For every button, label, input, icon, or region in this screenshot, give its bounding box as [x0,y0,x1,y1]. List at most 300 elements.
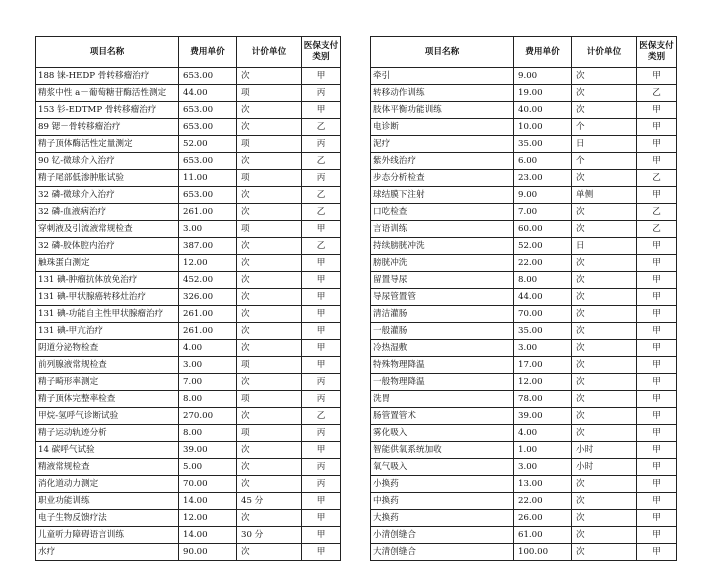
unit-cell: 次 [237,238,302,255]
price-cell: 39.00 [179,442,237,459]
category-cell: 乙 [302,408,341,425]
category-cell: 丙 [302,170,341,187]
price-cell: 78.00 [514,391,572,408]
table-row [371,323,677,340]
item-name-cell: 131 碘-功能自主性甲状腺瘤治疗 [36,306,179,323]
table-row [371,289,677,306]
price-cell: 90.00 [179,544,237,561]
table-row [36,527,341,544]
category-cell: 乙 [637,221,677,238]
item-name-cell: 导尿管置管 [371,289,514,306]
unit-cell: 项 [237,136,302,153]
table-row [36,289,341,306]
item-name-cell: 精子运动轨迹分析 [36,425,179,442]
unit-cell: 次 [237,119,302,136]
table-row [36,374,341,391]
table-row [371,68,677,85]
unit-cell: 次 [237,187,302,204]
table-row [36,255,341,272]
category-cell: 乙 [302,153,341,170]
table-header-row [371,37,677,68]
table-row [36,442,341,459]
price-cell: 9.00 [514,187,572,204]
header-name: 项目名称 [36,37,179,68]
category-cell: 甲 [637,510,677,527]
table-row [36,238,341,255]
table-row [36,102,341,119]
unit-cell: 日 [572,238,637,255]
table-row [36,272,341,289]
category-cell: 甲 [302,323,341,340]
item-name-cell: 大清创缝合 [371,544,514,561]
category-cell: 甲 [302,357,341,374]
unit-cell: 次 [237,68,302,85]
price-cell: 261.00 [179,204,237,221]
unit-cell: 次 [237,340,302,357]
item-name-cell: 球结膜下注射 [371,187,514,204]
table-row [36,306,341,323]
category-cell: 甲 [637,408,677,425]
item-name-cell: 中换药 [371,493,514,510]
price-cell: 4.00 [514,425,572,442]
category-cell: 丙 [302,459,341,476]
unit-cell: 次 [237,459,302,476]
price-cell: 3.00 [514,340,572,357]
unit-cell: 项 [237,221,302,238]
item-name-cell: 精子畸形率测定 [36,374,179,391]
price-cell: 6.00 [514,153,572,170]
category-cell: 甲 [637,323,677,340]
item-name-cell: 触珠蛋白测定 [36,255,179,272]
item-name-cell: 131 碘-甲亢治疗 [36,323,179,340]
table-row [36,510,341,527]
price-cell: 9.00 [514,68,572,85]
item-name-cell: 穿刺液及引流液常规检查 [36,221,179,238]
unit-cell: 次 [572,493,637,510]
category-cell: 甲 [637,153,677,170]
table-row [371,221,677,238]
item-name-cell: 90 钇-微球介入治疗 [36,153,179,170]
category-cell: 甲 [302,510,341,527]
category-cell: 乙 [637,170,677,187]
header-unit: 计价单位 [572,37,637,68]
price-cell: 52.00 [179,136,237,153]
item-name-cell: 甲烷-氢呼气诊断试验 [36,408,179,425]
price-cell: 12.00 [514,374,572,391]
unit-cell: 次 [237,476,302,493]
table-row [36,476,341,493]
category-cell: 甲 [637,187,677,204]
unit-cell: 次 [572,476,637,493]
unit-cell: 次 [572,68,637,85]
item-name-cell: 32 磷-血液病治疗 [36,204,179,221]
category-cell: 甲 [302,289,341,306]
price-cell: 653.00 [179,68,237,85]
price-cell: 70.00 [514,306,572,323]
table-row [36,153,341,170]
category-cell: 甲 [637,68,677,85]
category-cell: 甲 [302,272,341,289]
unit-cell: 单侧 [572,187,637,204]
unit-cell: 次 [237,255,302,272]
price-cell: 3.00 [179,221,237,238]
unit-cell: 次 [572,408,637,425]
table-row [371,493,677,510]
table-header-row [36,37,341,68]
category-cell: 甲 [302,255,341,272]
table-row [36,221,341,238]
unit-cell: 次 [572,170,637,187]
price-cell: 100.00 [514,544,572,561]
unit-cell: 次 [237,272,302,289]
item-name-cell: 步态分析检查 [371,170,514,187]
table-row [36,85,341,102]
item-name-cell: 前列腺液常规检查 [36,357,179,374]
price-cell: 653.00 [179,153,237,170]
category-cell: 甲 [302,442,341,459]
price-cell: 26.00 [514,510,572,527]
table-row [371,544,677,561]
unit-cell: 次 [237,544,302,561]
item-name-cell: 牵引 [371,68,514,85]
item-name-cell: 131 碘-肿瘤抗体放免治疗 [36,272,179,289]
category-cell: 甲 [637,136,677,153]
item-name-cell: 大换药 [371,510,514,527]
price-cell: 12.00 [179,510,237,527]
category-cell: 甲 [302,306,341,323]
category-cell: 甲 [637,459,677,476]
price-cell: 14.00 [179,493,237,510]
price-cell: 7.00 [514,204,572,221]
price-cell: 19.00 [514,85,572,102]
item-name-cell: 153 钐-EDTMP 骨转移瘤治疗 [36,102,179,119]
table-row [36,68,341,85]
category-cell: 甲 [637,119,677,136]
item-name-cell: 口吃检查 [371,204,514,221]
price-cell: 8.00 [179,391,237,408]
item-name-cell: 紫外线治疗 [371,153,514,170]
item-name-cell: 洗胃 [371,391,514,408]
table-row [371,459,677,476]
price-cell: 44.00 [514,289,572,306]
price-cell: 261.00 [179,306,237,323]
price-cell: 261.00 [179,323,237,340]
price-cell: 1.00 [514,442,572,459]
category-cell: 甲 [637,544,677,561]
price-cell: 14.00 [179,527,237,544]
category-cell: 丙 [302,391,341,408]
item-name-cell: 肠管置管术 [371,408,514,425]
item-name-cell: 转移动作训练 [371,85,514,102]
item-name-cell: 小清创缝合 [371,527,514,544]
price-cell: 61.00 [514,527,572,544]
price-cell: 60.00 [514,221,572,238]
category-cell: 丙 [302,425,341,442]
item-name-cell: 水疗 [36,544,179,561]
item-name-cell: 持续膀胱冲洗 [371,238,514,255]
category-cell: 甲 [302,544,341,561]
price-cell: 39.00 [514,408,572,425]
table-row [371,187,677,204]
table-row [371,238,677,255]
table-row [36,119,341,136]
unit-cell: 个 [572,119,637,136]
price-cell: 270.00 [179,408,237,425]
price-cell: 653.00 [179,102,237,119]
table-row [371,357,677,374]
item-name-cell: 特殊物理降温 [371,357,514,374]
header-unit: 计价单位 [237,37,302,68]
unit-cell: 次 [237,306,302,323]
category-cell: 甲 [637,391,677,408]
header-price: 费用单价 [514,37,572,68]
price-cell: 52.00 [514,238,572,255]
category-cell: 丙 [302,136,341,153]
unit-cell: 小时 [572,442,637,459]
item-name-cell: 职业功能训练 [36,493,179,510]
right-price-table [370,36,677,561]
category-cell: 甲 [637,442,677,459]
unit-cell: 次 [237,289,302,306]
item-name-cell: 冷热湿敷 [371,340,514,357]
item-name-cell: 188 铼-HEDP 骨转移瘤治疗 [36,68,179,85]
item-name-cell: 留置导尿 [371,272,514,289]
price-cell: 44.00 [179,85,237,102]
table-row [371,119,677,136]
price-cell: 11.00 [179,170,237,187]
category-cell: 乙 [302,187,341,204]
item-name-cell: 智能供氧系统加收 [371,442,514,459]
category-cell: 甲 [637,357,677,374]
table-row [36,391,341,408]
item-name-cell: 32 磷-微球介入治疗 [36,187,179,204]
price-cell: 13.00 [514,476,572,493]
category-cell: 甲 [302,527,341,544]
table-row [36,425,341,442]
category-cell: 甲 [637,238,677,255]
category-cell: 甲 [637,340,677,357]
unit-cell: 次 [572,289,637,306]
unit-cell: 次 [572,102,637,119]
table-row [36,544,341,561]
table-row [371,391,677,408]
unit-cell: 小时 [572,459,637,476]
category-cell: 乙 [302,204,341,221]
category-cell: 甲 [637,476,677,493]
unit-cell: 次 [572,357,637,374]
table-row [36,459,341,476]
category-cell: 甲 [302,102,341,119]
unit-cell: 次 [572,306,637,323]
item-name-cell: 电诊断 [371,119,514,136]
price-cell: 4.00 [179,340,237,357]
item-name-cell: 电子生物反馈疗法 [36,510,179,527]
table-row [371,374,677,391]
unit-cell: 次 [237,510,302,527]
category-cell: 丙 [302,476,341,493]
table-row [371,136,677,153]
unit-cell: 个 [572,153,637,170]
table-row [371,255,677,272]
header-name: 项目名称 [371,37,514,68]
item-name-cell: 14 碳呼气试验 [36,442,179,459]
price-cell: 8.00 [179,425,237,442]
unit-cell: 次 [572,340,637,357]
price-cell: 35.00 [514,323,572,340]
unit-cell: 次 [572,221,637,238]
table-row [36,323,341,340]
price-cell: 387.00 [179,238,237,255]
category-cell: 甲 [637,425,677,442]
left-price-table [35,36,341,561]
unit-cell: 45 分 [237,493,302,510]
table-row [36,136,341,153]
table-row [36,408,341,425]
unit-cell: 次 [237,323,302,340]
item-name-cell: 89 锶－骨转移瘤治疗 [36,119,179,136]
item-name-cell: 消化道动力测定 [36,476,179,493]
price-cell: 70.00 [179,476,237,493]
table-row [371,153,677,170]
category-cell: 甲 [637,493,677,510]
table-row [371,204,677,221]
category-cell: 甲 [637,306,677,323]
table-row [36,357,341,374]
table-row [371,527,677,544]
unit-cell: 次 [572,374,637,391]
category-cell: 丙 [302,374,341,391]
price-cell: 653.00 [179,119,237,136]
header-category: 医保支付类别 [637,37,677,68]
unit-cell: 次 [572,272,637,289]
item-name-cell: 清洁灌肠 [371,306,514,323]
item-name-cell: 膀胱冲洗 [371,255,514,272]
category-cell: 甲 [637,374,677,391]
table-row [36,187,341,204]
unit-cell: 次 [572,527,637,544]
item-name-cell: 32 磷-胶体腔内治疗 [36,238,179,255]
category-cell: 乙 [637,204,677,221]
unit-cell: 项 [237,357,302,374]
price-cell: 35.00 [514,136,572,153]
category-cell: 甲 [302,493,341,510]
price-cell: 22.00 [514,255,572,272]
header-price: 费用单价 [179,37,237,68]
table-row [371,425,677,442]
price-cell: 40.00 [514,102,572,119]
unit-cell: 次 [572,391,637,408]
unit-cell: 30 分 [237,527,302,544]
unit-cell: 次 [237,408,302,425]
table-row [371,340,677,357]
table-row [371,510,677,527]
table-row [371,476,677,493]
category-cell: 乙 [302,119,341,136]
item-name-cell: 言语训练 [371,221,514,238]
category-cell: 甲 [637,272,677,289]
item-name-cell: 雾化吸入 [371,425,514,442]
price-cell: 8.00 [514,272,572,289]
unit-cell: 次 [572,510,637,527]
price-cell: 5.00 [179,459,237,476]
item-name-cell: 泥疗 [371,136,514,153]
unit-cell: 次 [572,85,637,102]
unit-cell: 次 [572,323,637,340]
category-cell: 甲 [637,102,677,119]
category-cell: 甲 [302,68,341,85]
price-cell: 3.00 [514,459,572,476]
category-cell: 甲 [302,340,341,357]
unit-cell: 次 [237,153,302,170]
category-cell: 乙 [302,238,341,255]
item-name-cell: 精子尾部低渗肿胀试验 [36,170,179,187]
item-name-cell: 儿童听力障碍语言训练 [36,527,179,544]
unit-cell: 次 [572,255,637,272]
table-row [36,204,341,221]
price-cell: 10.00 [514,119,572,136]
unit-cell: 日 [572,136,637,153]
category-cell: 甲 [302,221,341,238]
unit-cell: 次 [572,544,637,561]
price-cell: 653.00 [179,187,237,204]
unit-cell: 次 [237,102,302,119]
item-name-cell: 肢体平衡功能训练 [371,102,514,119]
item-name-cell: 一般灌肠 [371,323,514,340]
unit-cell: 次 [237,374,302,391]
unit-cell: 次 [572,425,637,442]
category-cell: 甲 [637,527,677,544]
category-cell: 甲 [637,289,677,306]
price-cell: 23.00 [514,170,572,187]
item-name-cell: 阴道分泌物检查 [36,340,179,357]
category-cell: 甲 [637,255,677,272]
price-cell: 12.00 [179,255,237,272]
price-cell: 452.00 [179,272,237,289]
price-cell: 17.00 [514,357,572,374]
table-row [371,170,677,187]
unit-cell: 次 [237,442,302,459]
table-row [371,272,677,289]
item-name-cell: 精液常规检查 [36,459,179,476]
unit-cell: 项 [237,170,302,187]
price-cell: 22.00 [514,493,572,510]
price-cell: 326.00 [179,289,237,306]
price-cell: 7.00 [179,374,237,391]
category-cell: 乙 [637,85,677,102]
item-name-cell: 小换药 [371,476,514,493]
table-row [371,306,677,323]
price-cell: 3.00 [179,357,237,374]
item-name-cell: 精浆中性 a－葡萄糖苷酶活性测定 [36,85,179,102]
unit-cell: 项 [237,85,302,102]
table-row [371,408,677,425]
item-name-cell: 氧气吸入 [371,459,514,476]
table-row [36,340,341,357]
unit-cell: 项 [237,425,302,442]
unit-cell: 次 [572,204,637,221]
item-name-cell: 131 碘-甲状腺癌转移灶治疗 [36,289,179,306]
table-row [36,493,341,510]
header-category: 医保支付类别 [302,37,341,68]
table-row [371,102,677,119]
table-row [36,170,341,187]
table-row [371,85,677,102]
item-name-cell: 精子顶体完整率检查 [36,391,179,408]
category-cell: 丙 [302,85,341,102]
item-name-cell: 精子顶体酶活性定量测定 [36,136,179,153]
unit-cell: 项 [237,391,302,408]
item-name-cell: 一般物理降温 [371,374,514,391]
